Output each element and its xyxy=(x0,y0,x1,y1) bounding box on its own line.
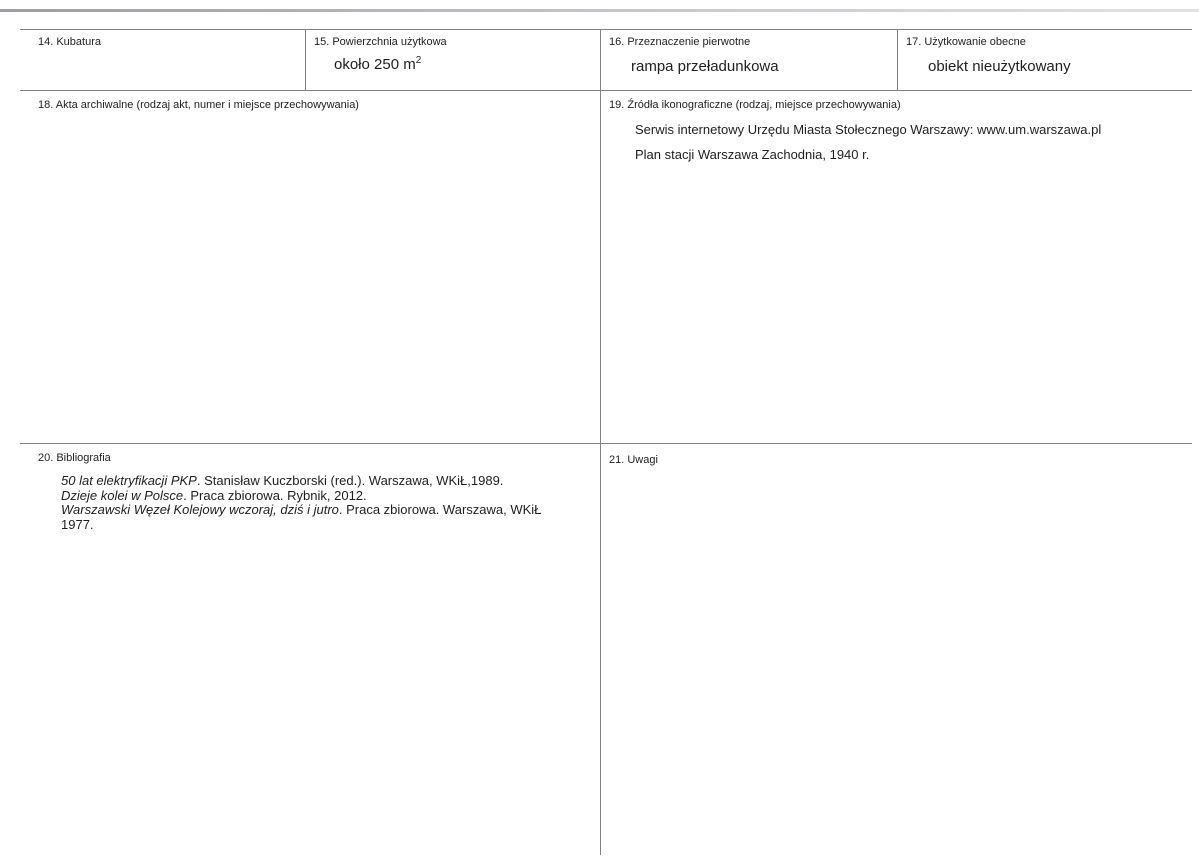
bibliografia-entry-details: . Stanisław Kuczborski (red.). Warszawa, WKiŁ,1989. xyxy=(196,473,504,488)
zrodla-label: 19. Źródła ikonograficzne (rodzaj, miejsce przechowywania) xyxy=(609,99,901,111)
bibliografia-label: 20. Bibliografia xyxy=(38,452,111,464)
row1-top-line xyxy=(20,29,1192,30)
row1-bottom-line xyxy=(20,90,1192,91)
zrodla-item: Plan stacji Warszawa Zachodnia, 1940 r. xyxy=(635,147,870,162)
row1-divider-3 xyxy=(897,29,898,90)
uzytkowanie-label: 17. Użytkowanie obecne xyxy=(906,36,1026,48)
bibliografia-entry xyxy=(61,474,571,489)
uwagi-label: 21. Uwagi xyxy=(609,454,658,466)
uzytkowanie-value: obiekt nieużytkowany xyxy=(928,58,1071,75)
bibliografia-entry-details: . Praca zbiorowa. Rybnik, 2012. xyxy=(183,487,367,503)
powierzchnia-label: 15. Powierzchnia użytkowa xyxy=(314,36,447,48)
bibliografia-entry-details: . Praca zbiorowa. Warszawa, WKiŁ 1977. xyxy=(61,502,542,532)
akta-label: 18. Akta archiwalne (rodzaj akt, numer i miejsce przechowywania) xyxy=(38,99,359,111)
top-border-rule xyxy=(0,9,1199,12)
bibliografia-entry-title: Warszawski Węzeł Kolejowy wczoraj, dziś i jutro xyxy=(61,502,339,517)
kubatura-label: 14. Kubatura xyxy=(38,36,101,48)
row2-bottom-line xyxy=(20,443,1192,444)
zrodla-item: Serwis internetowy Urzędu Miasta Stołecznego Warszawy: www.um.warszawa.pl xyxy=(635,122,1102,137)
bibliografia-entry-title: Dzieje kolei w Polsce xyxy=(61,487,184,503)
row1-divider-2 xyxy=(600,29,601,90)
powierzchnia-value: około 250 $m^2$ xyxy=(334,55,422,73)
row1-divider-1 xyxy=(305,29,306,90)
bibliografia-entry-title: 50 lat elektryfikacji PKP xyxy=(61,473,197,488)
bibliografia-list xyxy=(61,474,571,532)
przeznaczenie-value: rampa przeładunkowa xyxy=(631,58,779,75)
bibliografia-entry xyxy=(61,503,571,532)
area-unit-superscript: 2 xyxy=(415,55,422,66)
zrodla-list xyxy=(635,122,1101,172)
center-divider xyxy=(600,90,601,855)
bibliografia-entry xyxy=(61,489,571,504)
przeznaczenie-label: 16. Przeznaczenie pierwotne xyxy=(609,36,751,48)
